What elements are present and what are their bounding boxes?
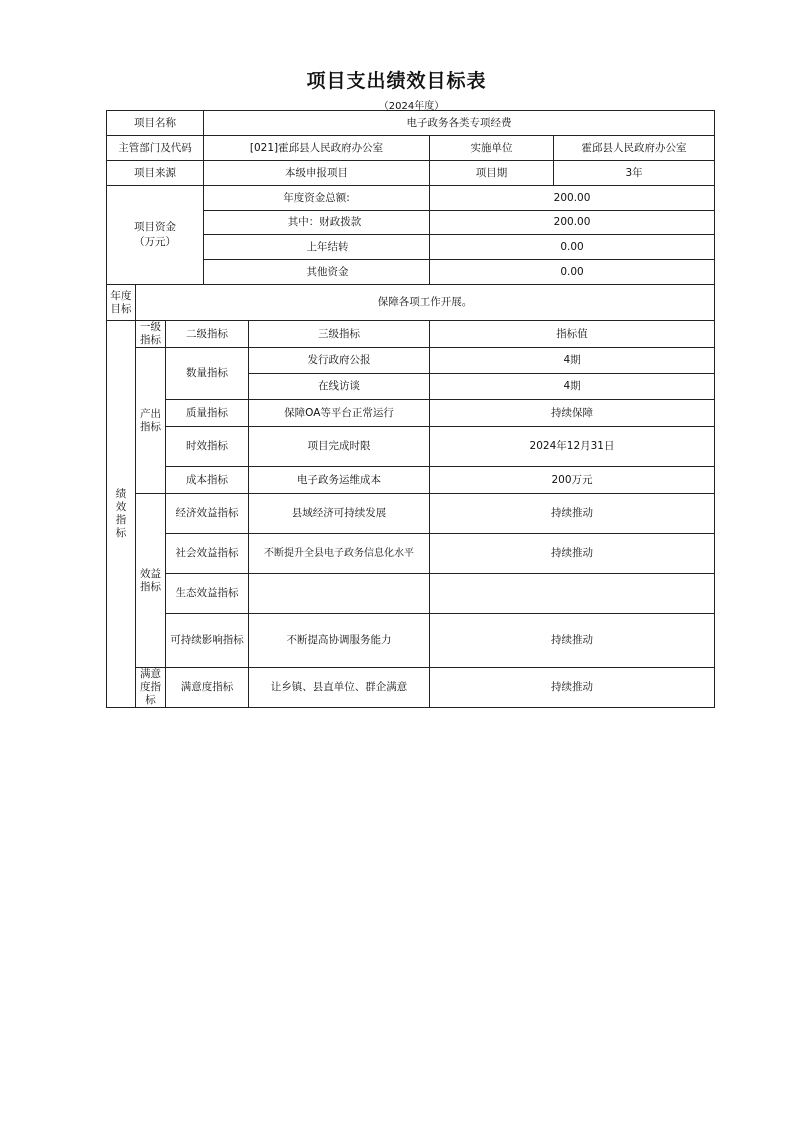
col-level2-header: 二级指标 xyxy=(166,321,249,348)
cost-1-value: 200万元 xyxy=(430,467,715,494)
satisfaction-label: 满意度指标 xyxy=(136,668,166,708)
funds-label: 项目资金（万元） xyxy=(107,186,204,285)
unit-value: 霍邱县人民政府办公室 xyxy=(554,136,715,161)
row-source xyxy=(107,161,715,186)
row-social xyxy=(107,534,715,574)
period-label: 项目期 xyxy=(430,161,554,186)
page-title: 项目支出绩效目标表 xyxy=(306,70,487,92)
name-value: 电子政务各类专项经费 xyxy=(204,111,715,136)
funds-fiscal-label: 其中：财政拨款 xyxy=(204,211,430,235)
eco-1-name xyxy=(249,574,430,614)
funds-carryover-value: 0.00 xyxy=(430,235,715,260)
sustain-label: 可持续影响指标 xyxy=(166,614,249,668)
satis-label: 满意度指标 xyxy=(166,668,249,708)
satis-1-name: 让乡镇、县直单位、群企满意 xyxy=(249,668,430,708)
sustain-1-name: 不断提高协调服务能力 xyxy=(249,614,430,668)
econ-1-value: 持续推动 xyxy=(430,494,715,534)
goal-label: 年度目标 xyxy=(107,285,136,321)
funds-fiscal-value: 200.00 xyxy=(430,211,715,235)
performance-table xyxy=(106,110,715,708)
time-label: 时效指标 xyxy=(166,427,249,467)
source-value: 本级申报项目 xyxy=(204,161,430,186)
time-1-name: 项目完成时限 xyxy=(249,427,430,467)
sustain-1-value: 持续推动 xyxy=(430,614,715,668)
econ-label: 经济效益指标 xyxy=(166,494,249,534)
col-level3-header: 三级指标 xyxy=(249,321,430,348)
econ-1-name: 县域经济可持续发展 xyxy=(249,494,430,534)
goal-text: 保障各项工作开展。 xyxy=(136,285,715,321)
name-label: 项目名称 xyxy=(107,111,204,136)
satis-1-value: 持续推动 xyxy=(430,668,715,708)
eco-1-value xyxy=(430,574,715,614)
quality-1-value: 持续保障 xyxy=(430,400,715,427)
period-value: 3年 xyxy=(554,161,715,186)
dept-label: 主管部门及代码 xyxy=(107,136,204,161)
quality-1-name: 保障OA等平台正常运行 xyxy=(249,400,430,427)
row-econ xyxy=(107,494,715,534)
funds-other-label: 其他资金 xyxy=(204,260,430,285)
row-department xyxy=(107,136,715,161)
perf-label: 绩效指标 xyxy=(107,321,136,708)
quality-label: 质量指标 xyxy=(166,400,249,427)
social-label: 社会效益指标 xyxy=(166,534,249,574)
row-quantity-1 xyxy=(107,348,715,374)
row-annual-goal xyxy=(107,285,715,321)
row-cost xyxy=(107,467,715,494)
time-1-value: 2024年12月31日 xyxy=(430,427,715,467)
page-subtitle: （2024年度） xyxy=(378,101,445,112)
cost-1-name: 电子政务运维成本 xyxy=(249,467,430,494)
row-sustain xyxy=(107,614,715,668)
row-project-name xyxy=(107,111,715,136)
unit-label: 实施单位 xyxy=(430,136,554,161)
quantity-2-value: 4期 xyxy=(430,374,715,400)
benefit-label: 效益指标 xyxy=(136,494,166,668)
funds-total-label: 年度资金总额: xyxy=(204,186,430,211)
quantity-2-name: 在线访谈 xyxy=(249,374,430,400)
social-1-value: 持续推动 xyxy=(430,534,715,574)
quantity-1-value: 4期 xyxy=(430,348,715,374)
cost-label: 成本指标 xyxy=(166,467,249,494)
row-timeliness xyxy=(107,427,715,467)
eco-label: 生态效益指标 xyxy=(166,574,249,614)
funds-total-value: 200.00 xyxy=(430,186,715,211)
row-eco xyxy=(107,574,715,614)
quantity-label: 数量指标 xyxy=(166,348,249,400)
row-perf-header xyxy=(107,321,715,348)
social-1-name: 不断提升全县电子政务信息化水平 xyxy=(249,534,430,574)
row-satisfaction xyxy=(107,668,715,708)
col-value-header: 指标值 xyxy=(430,321,715,348)
quantity-1-name: 发行政府公报 xyxy=(249,348,430,374)
funds-carryover-label: 上年结转 xyxy=(204,235,430,260)
source-label: 项目来源 xyxy=(107,161,204,186)
row-quality xyxy=(107,400,715,427)
row-funds-total xyxy=(107,186,715,211)
funds-other-value: 0.00 xyxy=(430,260,715,285)
col-level1-header: 一级指标 xyxy=(136,321,166,348)
dept-value: [021]霍邱县人民政府办公室 xyxy=(204,136,430,161)
output-label: 产出指标 xyxy=(136,348,166,494)
